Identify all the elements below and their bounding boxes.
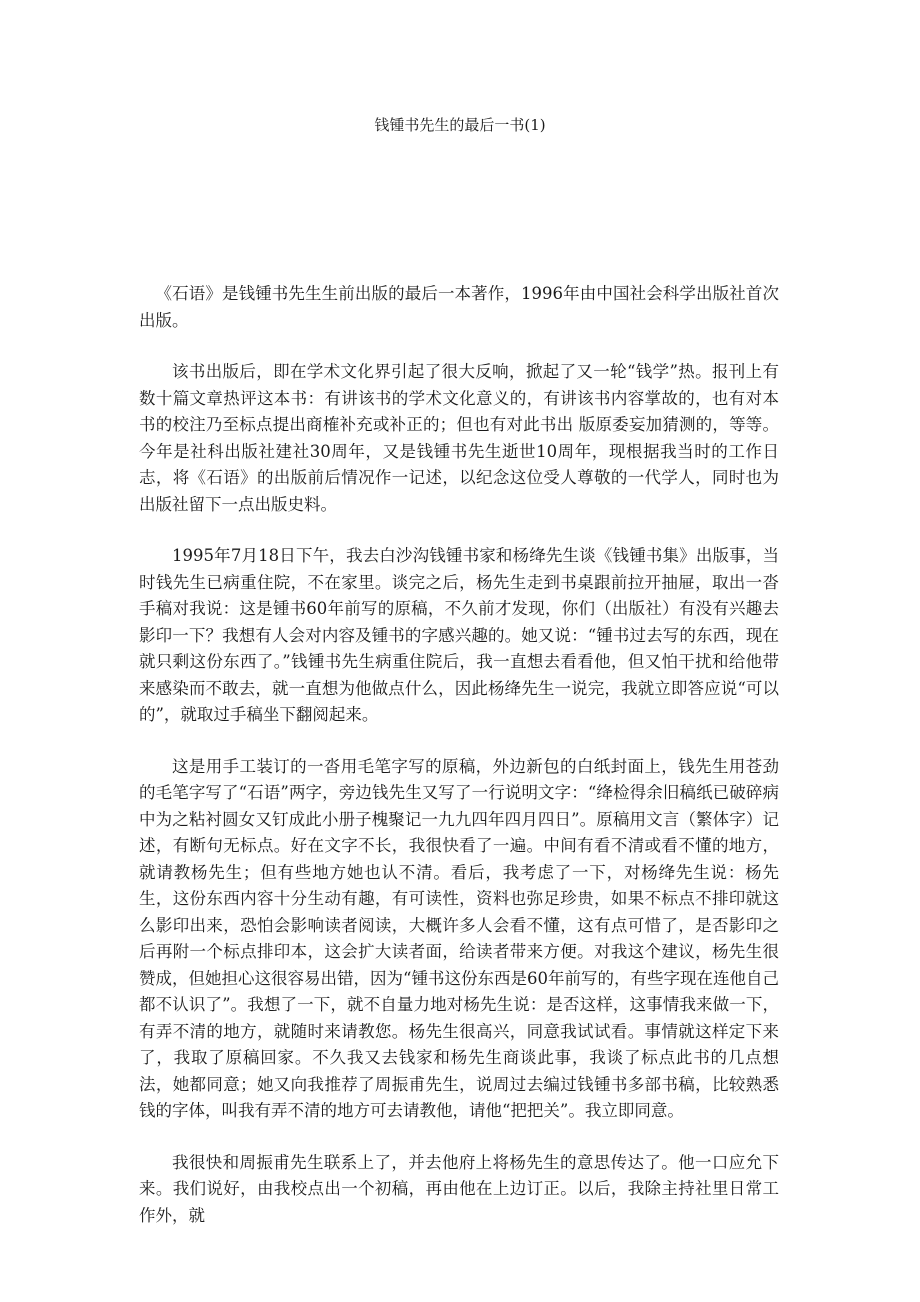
paragraph-reception: 该书出版后，即在学术文化界引起了很大反响，掀起了又一轮“钱学”热。报刊上有数十篇文章热评这本书：有讲该书的学术文化意义的，有讲该书内容掌故的，也有对本书的校注乃至标点提出商榷补充或补正的；但也有对此书出 版原委妄加猜测的，等等。今年是社科出版社建社30周年，又是钱锺书先生逝世10周年，现根据我当时的工作日志，将《石语》的出版前后情况作一记述，以纪念这位受人尊敬的一代学人，同时也为出版社留下一点出版史料。 (139, 362, 779, 514)
document-body (139, 281, 779, 1254)
document-title: 钱锺书先生的最后一书(1) (374, 116, 546, 134)
paragraph-manuscript: 这是用手工装订的一沓用毛笔字写的原稿，外边新包的白纸封面上，钱先生用苍劲的毛笔字写了“石语”两字，旁边钱先生又写了一行说明文字：“绛检得余旧稿纸已破碎病中为之粘衬圆女又钉成此小册子槐聚记一九九四年四月四日”。原稿用文言（繁体字）记述，有断句无标点。好在文字不长，我很快看了一遍。中间有看不清或看不懂的地方，就请教杨先生；但有些地方她也认不清。看后，我考虑了一下，对杨绛先生说：杨先生，这份东西内容十分生动有趣，有可读性，资料也弥足珍贵，如果不标点不排印就这么影印出来，恐怕会影响读者阅读，大概许多人会看不懂，这有点可惜了，是否影印之后再附一个标点排印本，这会扩大读者面，给读者带来方便。对我这个建议，杨先生很赞成，但她担心这很容易出错，因为“锺书这份东西是60年前写的，有些字现在连他自己都不认识了”。我想了一下，就不自量力地对杨先生说：是否这样，这事情我来做一下，有弄不清的地方，就随时来请教您。杨先生很高兴，同意我试试看。事情就这样定下来了，我取了原稿回家。不久我又去钱家和杨先生商谈此事，我谈了标点此书的几点想法，她都同意；她又向我推荐了周振甫先生，说周过去编过钱锺书多部书稿，比较熟悉钱的字体，叫我有弄不清的地方可去请教他，请他“把把关”。我立即同意。 (139, 756, 779, 1120)
paragraph-zhou-zhenfu: 我很快和周振甫先生联系上了，并去他府上将杨先生的意思传达了。他一口应允下来。我们说好，由我校点出一个初稿，再由他在上边订正。以后，我除主持社里日常工作外，就 (139, 1152, 779, 1225)
paragraph-intro: 《石语》是钱锺书先生生前出版的最后一本著作，1996年由中国社会科学出版社首次出版。 (139, 284, 779, 330)
paragraph-visit: 1995年7月18日下午，我去白沙沟钱锺书家和杨绛先生谈《钱锺书集》出版事，当时钱先生已病重住院，不在家里。谈完之后，杨先生走到书桌跟前拉开抽屉，取出一沓手稿对我说：这是锺书60年前写的原稿，不久前才发现，你们（出版社）有没有兴趣去影印一下？我想有人会对内容及锺书的字感兴趣的。她又说：“锺书过去写的东西，现在就只剩这份东西了。”钱锺书先生病重住院后，我一直想去看看他，但又怕干扰和给他带来感染而不敢去，就一直想为他做点什么，因此杨绛先生一说完，我就立即答应说“可以的”，就取过手稿坐下翻阅起来。 (139, 546, 779, 724)
